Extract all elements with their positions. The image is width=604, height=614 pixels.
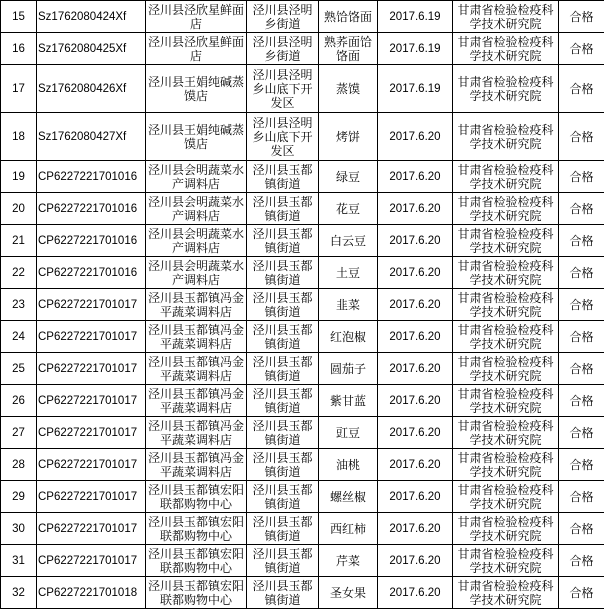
cell-product: 豇豆 [319,417,378,449]
cell-address: 泾川县玉都镇街道 [247,161,319,193]
cell-unit-name: 泾川县王娟纯碱蒸馍店 [146,113,247,161]
cell-unit-name: 泾川县会明蔬菜水产调料店 [146,193,247,225]
cell-address: 泾川县玉都镇街道 [247,385,319,417]
cell-unit-name: 泾川县泾欣星鲜面店 [146,1,247,33]
cell-unit-name: 泾川县会明蔬菜水产调料店 [146,225,247,257]
cell-lab: 甘肃省检验检疫科学技术研究院 [453,449,559,481]
cell-date: 2017.6.20 [378,225,453,257]
cell-lab: 甘肃省检验检疫科学技术研究院 [453,545,559,577]
cell-product: 圣女果 [319,577,378,609]
cell-no: 30 [1,513,37,545]
cell-product: 绿豆 [319,161,378,193]
cell-date: 2017.6.19 [378,33,453,65]
table-row [1,113,604,161]
cell-result: 合格 [559,385,604,417]
cell-sample-code: CP6227221701017 [37,545,146,577]
cell-date: 2017.6.20 [378,257,453,289]
cell-result: 合格 [559,417,604,449]
cell-unit-name: 泾川县玉都镇冯金平蔬菜调料店 [146,449,247,481]
table-row [1,225,604,257]
cell-unit-name: 泾川县玉都镇宏阳联都购物中心 [146,545,247,577]
table-row [1,65,604,113]
cell-lab: 甘肃省检验检疫科学技术研究院 [453,577,559,609]
cell-sample-code: CP6227221701016 [37,161,146,193]
cell-result: 合格 [559,1,604,33]
cell-date: 2017.6.20 [378,113,453,161]
cell-unit-name: 泾川县玉都镇宏阳联都购物中心 [146,577,247,609]
cell-unit-name: 泾川县玉都镇冯金平蔬菜调料店 [146,321,247,353]
cell-lab: 甘肃省检验检疫科学技术研究院 [453,321,559,353]
cell-result: 合格 [559,321,604,353]
cell-address: 泾川县玉都镇街道 [247,577,319,609]
cell-product: 熟荞面饸饹面 [319,33,378,65]
cell-lab: 甘肃省检验检疫科学技术研究院 [453,225,559,257]
cell-no: 22 [1,257,37,289]
cell-lab: 甘肃省检验检疫科学技术研究院 [453,1,559,33]
cell-address: 泾川县玉都镇街道 [247,449,319,481]
cell-product: 螺丝椒 [319,481,378,513]
cell-lab: 甘肃省检验检疫科学技术研究院 [453,161,559,193]
cell-lab: 甘肃省检验检疫科学技术研究院 [453,385,559,417]
cell-result: 合格 [559,449,604,481]
cell-date: 2017.6.20 [378,449,453,481]
cell-address: 泾川县泾明乡山底下开发区 [247,65,319,113]
cell-no: 23 [1,289,37,321]
cell-result: 合格 [559,513,604,545]
cell-result: 合格 [559,161,604,193]
cell-result: 合格 [559,353,604,385]
table-row [1,449,604,481]
cell-unit-name: 泾川县玉都镇冯金平蔬菜调料店 [146,289,247,321]
cell-result: 合格 [559,577,604,609]
cell-sample-code: Sz1762080424Xf [37,1,146,33]
cell-unit-name: 泾川县泾欣星鲜面店 [146,33,247,65]
cell-lab: 甘肃省检验检疫科学技术研究院 [453,33,559,65]
table-row [1,577,604,609]
cell-result: 合格 [559,545,604,577]
cell-product: 圆茄子 [319,353,378,385]
cell-address: 泾川县玉都镇街道 [247,321,319,353]
cell-no: 32 [1,577,37,609]
cell-no: 18 [1,113,37,161]
cell-result: 合格 [559,289,604,321]
cell-address: 泾川县玉都镇街道 [247,289,319,321]
cell-no: 25 [1,353,37,385]
cell-address: 泾川县泾明乡山底下开发区 [247,113,319,161]
cell-unit-name: 泾川县王娟纯碱蒸馍店 [146,65,247,113]
cell-date: 2017.6.20 [378,545,453,577]
cell-product: 芹菜 [319,545,378,577]
table-row [1,257,604,289]
cell-lab: 甘肃省检验检疫科学技术研究院 [453,257,559,289]
cell-lab: 甘肃省检验检疫科学技术研究院 [453,289,559,321]
cell-product: 白云豆 [319,225,378,257]
cell-date: 2017.6.20 [378,385,453,417]
cell-no: 31 [1,545,37,577]
table-row [1,321,604,353]
cell-no: 24 [1,321,37,353]
cell-date: 2017.6.20 [378,513,453,545]
cell-sample-code: Sz1762080426Xf [37,65,146,113]
cell-date: 2017.6.20 [378,481,453,513]
cell-product: 烤饼 [319,113,378,161]
cell-sample-code: CP6227221701016 [37,257,146,289]
table-row [1,513,604,545]
cell-no: 15 [1,1,37,33]
cell-address: 泾川县玉都镇街道 [247,353,319,385]
cell-product: 西红柿 [319,513,378,545]
cell-result: 合格 [559,257,604,289]
cell-sample-code: CP6227221701017 [37,449,146,481]
cell-result: 合格 [559,33,604,65]
table-row [1,417,604,449]
cell-product: 紫甘蓝 [319,385,378,417]
cell-product: 蒸馍 [319,65,378,113]
table-row [1,481,604,513]
cell-no: 27 [1,417,37,449]
cell-sample-code: CP6227221701016 [37,193,146,225]
table-row [1,289,604,321]
cell-address: 泾川县泾明乡街道 [247,1,319,33]
table-row [1,161,604,193]
cell-address: 泾川县玉都镇街道 [247,257,319,289]
cell-product: 油桃 [319,449,378,481]
cell-sample-code: Sz1762080427Xf [37,113,146,161]
cell-address: 泾川县玉都镇街道 [247,545,319,577]
cell-date: 2017.6.20 [378,417,453,449]
cell-address: 泾川县玉都镇街道 [247,513,319,545]
table-row [1,353,604,385]
cell-sample-code: CP6227221701017 [37,481,146,513]
cell-unit-name: 泾川县玉都镇冯金平蔬菜调料店 [146,385,247,417]
cell-address: 泾川县玉都镇街道 [247,193,319,225]
table-row [1,1,604,33]
cell-no: 29 [1,481,37,513]
table-row [1,33,604,65]
cell-product: 土豆 [319,257,378,289]
cell-sample-code: CP6227221701017 [37,353,146,385]
cell-no: 20 [1,193,37,225]
cell-product: 红泡椒 [319,321,378,353]
cell-result: 合格 [559,113,604,161]
cell-product: 熟饸饹面 [319,1,378,33]
cell-lab: 甘肃省检验检疫科学技术研究院 [453,65,559,113]
cell-sample-code: CP6227221701016 [37,225,146,257]
cell-date: 2017.6.20 [378,353,453,385]
table-body [1,1,604,609]
cell-no: 16 [1,33,37,65]
cell-date: 2017.6.20 [378,161,453,193]
cell-no: 17 [1,65,37,113]
cell-no: 19 [1,161,37,193]
cell-no: 26 [1,385,37,417]
cell-date: 2017.6.20 [378,193,453,225]
table-row [1,385,604,417]
cell-lab: 甘肃省检验检疫科学技术研究院 [453,513,559,545]
cell-unit-name: 泾川县玉都镇冯金平蔬菜调料店 [146,353,247,385]
cell-date: 2017.6.20 [378,577,453,609]
cell-address: 泾川县玉都镇街道 [247,481,319,513]
cell-no: 28 [1,449,37,481]
cell-sample-code: CP6227221701017 [37,289,146,321]
cell-date: 2017.6.19 [378,1,453,33]
cell-address: 泾川县泾明乡街道 [247,33,319,65]
table-row [1,545,604,577]
cell-lab: 甘肃省检验检疫科学技术研究院 [453,481,559,513]
cell-sample-code: CP6227221701017 [37,321,146,353]
cell-product: 花豆 [319,193,378,225]
cell-lab: 甘肃省检验检疫科学技术研究院 [453,417,559,449]
cell-date: 2017.6.19 [378,65,453,113]
cell-unit-name: 泾川县会明蔬菜水产调料店 [146,161,247,193]
cell-lab: 甘肃省检验检疫科学技术研究院 [453,193,559,225]
cell-address: 泾川县玉都镇街道 [247,417,319,449]
cell-lab: 甘肃省检验检疫科学技术研究院 [453,353,559,385]
cell-sample-code: CP6227221701017 [37,513,146,545]
cell-sample-code: CP6227221701017 [37,385,146,417]
cell-sample-code: Sz1762080425Xf [37,33,146,65]
cell-lab: 甘肃省检验检疫科学技术研究院 [453,113,559,161]
cell-date: 2017.6.20 [378,321,453,353]
table-row [1,193,604,225]
cell-result: 合格 [559,65,604,113]
cell-unit-name: 泾川县玉都镇冯金平蔬菜调料店 [146,417,247,449]
cell-address: 泾川县玉都镇街道 [247,225,319,257]
cell-unit-name: 泾川县玉都镇宏阳联都购物中心 [146,513,247,545]
cell-result: 合格 [559,225,604,257]
cell-date: 2017.6.20 [378,289,453,321]
cell-result: 合格 [559,481,604,513]
cell-no: 21 [1,225,37,257]
cell-sample-code: CP6227221701017 [37,417,146,449]
cell-sample-code: CP6227221701018 [37,577,146,609]
cell-unit-name: 泾川县玉都镇宏阳联都购物中心 [146,481,247,513]
cell-product: 韭菜 [319,289,378,321]
cell-result: 合格 [559,193,604,225]
cell-unit-name: 泾川县会明蔬菜水产调料店 [146,257,247,289]
